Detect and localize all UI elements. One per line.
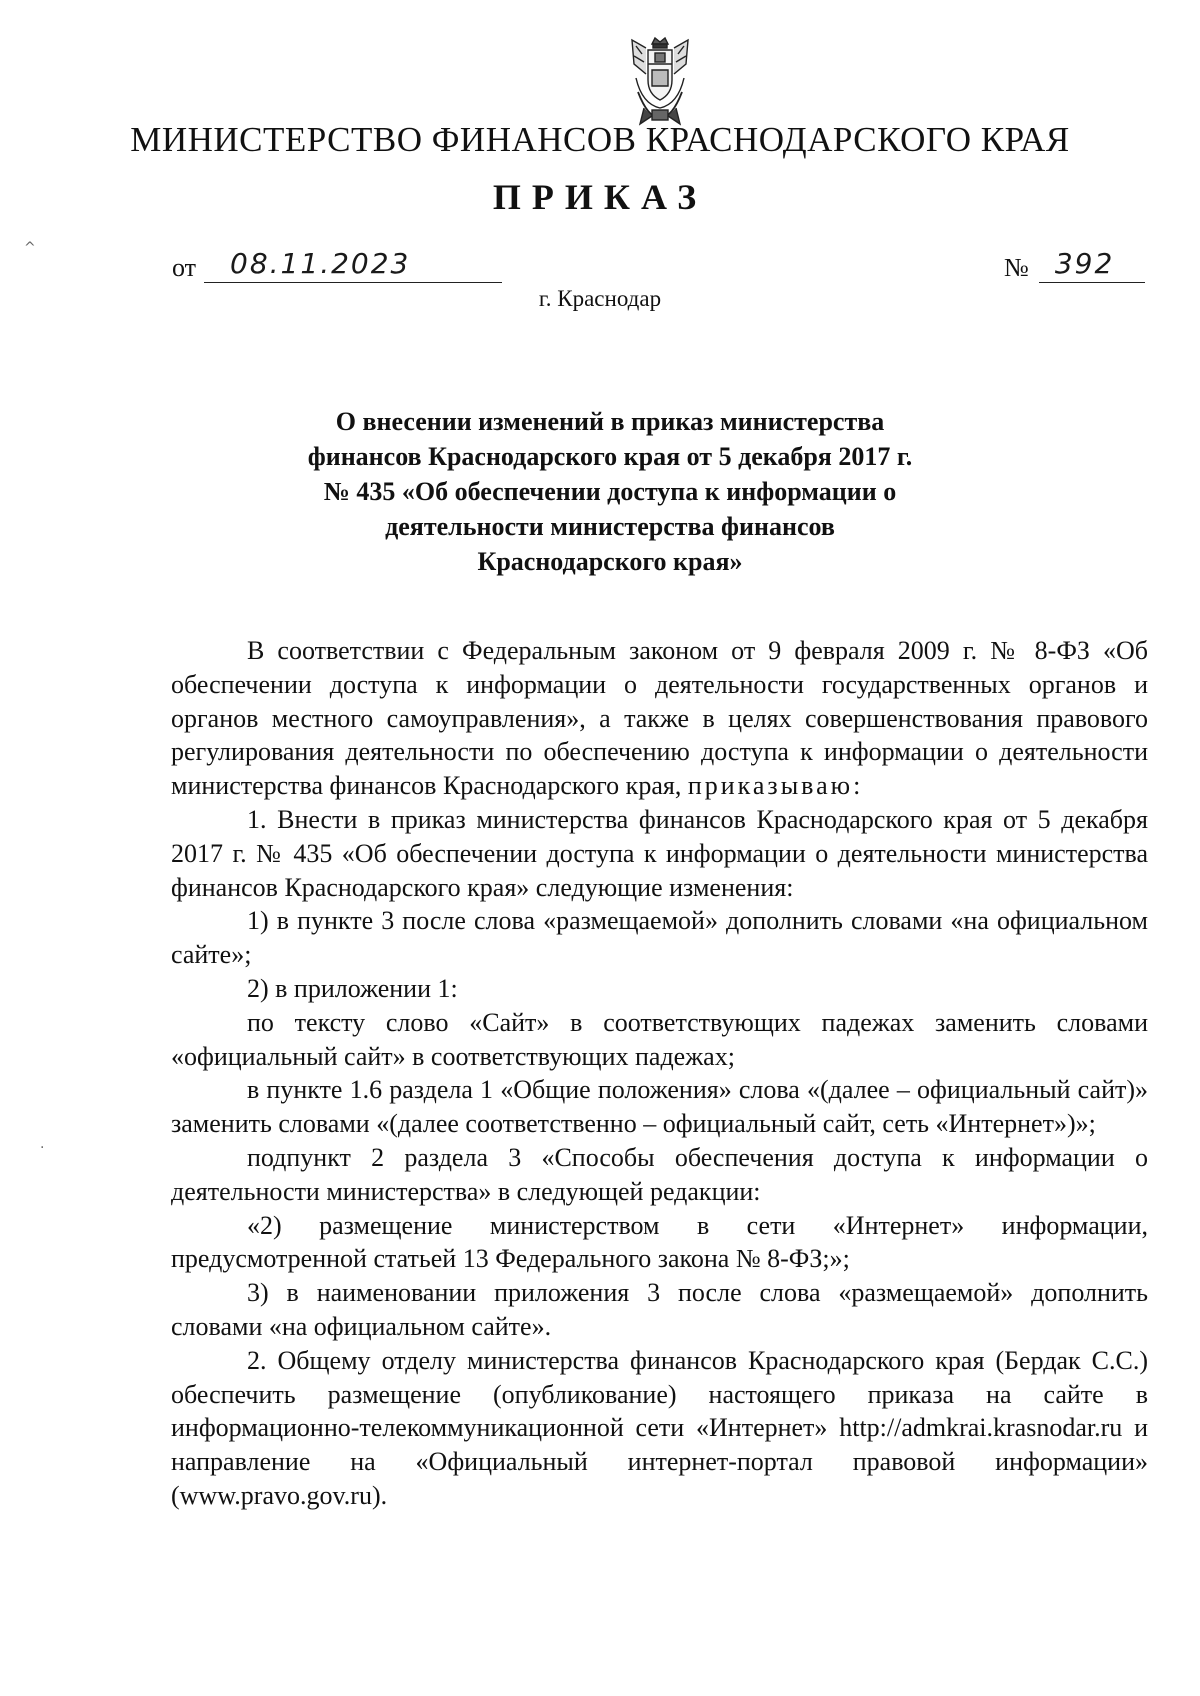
subparagraph-1-2-b: в пункте 1.6 раздела 1 «Общие положения» слова «(далее – официальный сайт)» заменить словами «(далее соответственно – официальный сайт, сеть «Интернет»)»; [171, 1075, 1148, 1139]
order-body [171, 634, 1148, 1513]
number-field [1004, 247, 1145, 283]
title-line: деятельности министерства финансов [385, 512, 835, 541]
city-label: г. Краснодар [538, 286, 662, 311]
date-prefix: от [172, 253, 197, 282]
preamble-paragraph [171, 634, 1148, 803]
scan-mark: ^ [24, 240, 36, 256]
subparagraph-1-2: 2) в приложении 1: [247, 973, 458, 1003]
paragraph-1: 1. Внести в приказ министерства финансов Краснодарского края от 5 декабря 2017 г. № 435 «Об обеспечении доступа к информации о деятельности министерства финансов Краснодарского края» следующие изменения: [171, 804, 1148, 902]
subparagraph-1-3: 3) в наименовании приложения 3 после слова «размещаемой» дополнить словами «на официальном сайте». [171, 1278, 1148, 1341]
date-field [172, 247, 502, 283]
handwritten-date: 08.11.2023 [230, 247, 411, 280]
date-underline [204, 247, 502, 283]
document-type-title: ПРИКАЗ [492, 177, 708, 217]
preamble-text: В соответствии с Федеральным законом от 9 февраля 2009 г. № 8-ФЗ «Об обеспечении доступа к информации о деятельности государственных органов и органов местного самоуправления», а также в целях совершенствования правового регулирования деятельности по обеспечению доступа к информации о деятельности министерства финансов Краснодарского края, [171, 636, 1148, 801]
krasnodar-coat-of-arms-icon [622, 34, 698, 130]
subparagraph-1-2-c: подпункт 2 раздела 3 «Способы обеспечения доступа к информации о деятельности министерства» в следующей редакции: [171, 1142, 1148, 1206]
subparagraph-1-2-a: по тексту слово «Сайт» в соответствующих падежах заменить словами «официальный сайт» в соответствующих падежах; [171, 1007, 1148, 1071]
title-line: Краснодарского края» [477, 547, 743, 576]
subparagraph-1-2-d: «2) размещение министерством в сети «Интернет» информации, предусмотренной статьей 13 Федерального закона № 8-ФЗ;»; [171, 1210, 1148, 1274]
title-line: финансов Краснодарского края от 5 декабря 2017 г. [307, 442, 913, 471]
number-underline [1039, 247, 1145, 283]
number-prefix: № [1004, 253, 1029, 282]
handwritten-number: 392 [1054, 247, 1115, 280]
ministry-name: МИНИСТЕРСТВО ФИНАНСОВ КРАСНОДАРСКОГО КРАЯ [130, 120, 1070, 159]
order-word: приказываю: [687, 771, 864, 801]
scan-mark: · [40, 1140, 45, 1156]
order-title [230, 404, 990, 579]
paragraph-2: 2. Общему отделу министерства финансов Краснодарского края (Бердак С.С.) обеспечить размещение (опубликование) настоящего приказа на сайте в информационно-телекоммуникационной сети «Интернет» http://admkrai.krasnodar.ru и направление на «Официальный интернет-портал правовой информации» (www.pravo.gov.ru). [171, 1345, 1148, 1510]
title-line: О внесении изменений в приказ министерства [335, 407, 885, 436]
subparagraph-1-1: 1) в пункте 3 после слова «размещаемой» дополнить словами «на официальном сайте»; [171, 906, 1148, 970]
title-line: № 435 «Об обеспечении доступа к информации о [323, 477, 897, 506]
